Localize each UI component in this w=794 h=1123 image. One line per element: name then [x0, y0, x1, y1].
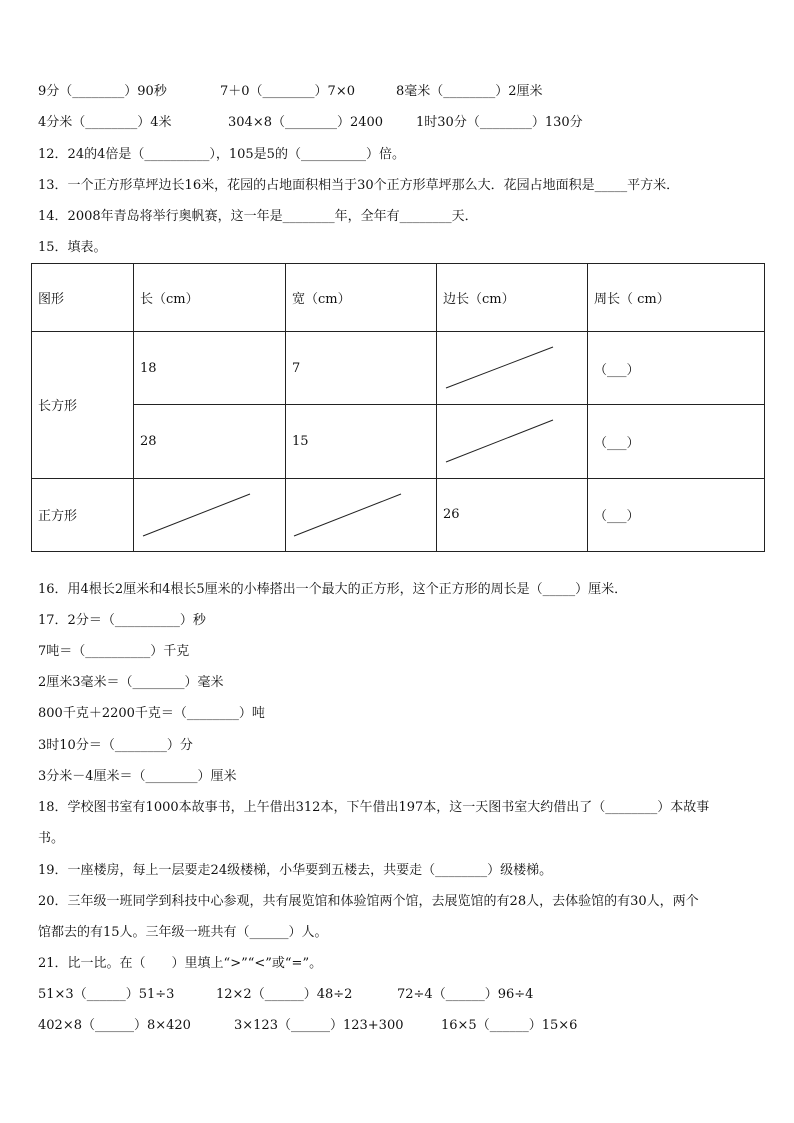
compare-item: 402×8（______）8×420 — [38, 1018, 191, 1033]
question-15: 15．填表。 — [38, 240, 107, 255]
compare-item: 9分（________）90秒 — [38, 84, 167, 99]
compare-item: 4分米（________）4米 — [38, 115, 172, 130]
question-14: 14．2008年青岛将举行奥帆赛，这一年是________年，全年有________天． — [38, 209, 478, 224]
question-18-cont: 书。 — [38, 831, 65, 846]
compare-item: 12×2（______）48÷2 — [216, 987, 353, 1002]
question-18: 18．学校图书室有1000本故事书，上午借出312本，下午借出197本，这一天图书室大约借出了（________）本故事 — [38, 800, 710, 815]
conversion-item: 2厘米3毫米＝（________）毫米 — [38, 675, 224, 690]
question-20: 20．三年级一班同学到科技中心参观，共有展览馆和体验馆两个馆，去展览馆的有28人，去体验馆的有30人，两个 — [38, 894, 699, 909]
square-label: 正方形 — [32, 478, 134, 551]
question-13: 13．一个正方形草坪边长16米，花园的占地面积相当于30个正方形草坪那么大．花园占地面积是_____平方米． — [38, 178, 680, 193]
header-length: 长（cm） — [134, 264, 286, 332]
compare-item: 8毫米（________）2厘米 — [396, 84, 543, 99]
question-21: 21．比一比。在（ ）里填上“>”“<”或“=”。 — [38, 956, 323, 971]
compare-item: 1时30分（________）130分 — [416, 115, 583, 130]
rect-length-cell: 18 — [134, 332, 286, 405]
perimeter-blank: （___） — [588, 405, 765, 478]
conversion-item: 3分米－4厘米＝（________）厘米 — [38, 769, 237, 784]
perimeter-blank: （___） — [588, 332, 765, 405]
fill-table — [31, 263, 765, 552]
conversion-item: 7吨＝（__________）千克 — [38, 644, 190, 659]
square-side-cell: 26 — [437, 478, 588, 551]
rect-length-cell: 28 — [134, 405, 286, 478]
conversion-item: 3时10分＝（________）分 — [38, 738, 193, 753]
compare-item: 3×123（______）123+300 — [234, 1018, 404, 1033]
compare-item: 16×5（______）15×6 — [441, 1018, 578, 1033]
crossed-cell — [437, 405, 588, 478]
question-20-cont: 馆都去的有15人。三年级一班共有（______）人。 — [38, 925, 328, 940]
header-side: 边长（cm） — [437, 264, 588, 332]
question-16: 16．用4根长2厘米和4根长5厘米的小棒搭出一个最大的正方形，这个正方形的周长是（_____）厘米． — [38, 582, 628, 597]
rect-label: 长方形 — [32, 332, 134, 479]
compare-item: 51×3（______）51÷3 — [38, 987, 175, 1002]
compare-item: 7＋0（________）7×0 — [220, 84, 355, 99]
crossed-cell — [286, 478, 437, 551]
conversion-item: 800千克＋2200千克＝（________）吨 — [38, 706, 265, 721]
perimeter-blank: （___） — [588, 478, 765, 551]
crossed-cell — [134, 478, 286, 551]
compare-item: 304×8（________）2400 — [228, 115, 384, 130]
question-19: 19．一座楼房，每上一层要走24级楼梯，小华要到五楼去，共要走（________）级楼梯。 — [38, 863, 553, 878]
crossed-cell — [437, 332, 588, 405]
rect-width-cell: 15 — [286, 405, 437, 478]
question-12: 12．24的4倍是（__________），105是5的（__________）倍。 — [38, 147, 405, 162]
question-17: 17．2分＝（__________）秒 — [38, 613, 206, 628]
header-shape: 图形 — [32, 264, 134, 332]
rect-width-cell: 7 — [286, 332, 437, 405]
header-width: 宽（cm） — [286, 264, 437, 332]
header-perimeter: 周长（ cm） — [588, 264, 765, 332]
compare-item: 72÷4（______）96÷4 — [397, 987, 534, 1002]
